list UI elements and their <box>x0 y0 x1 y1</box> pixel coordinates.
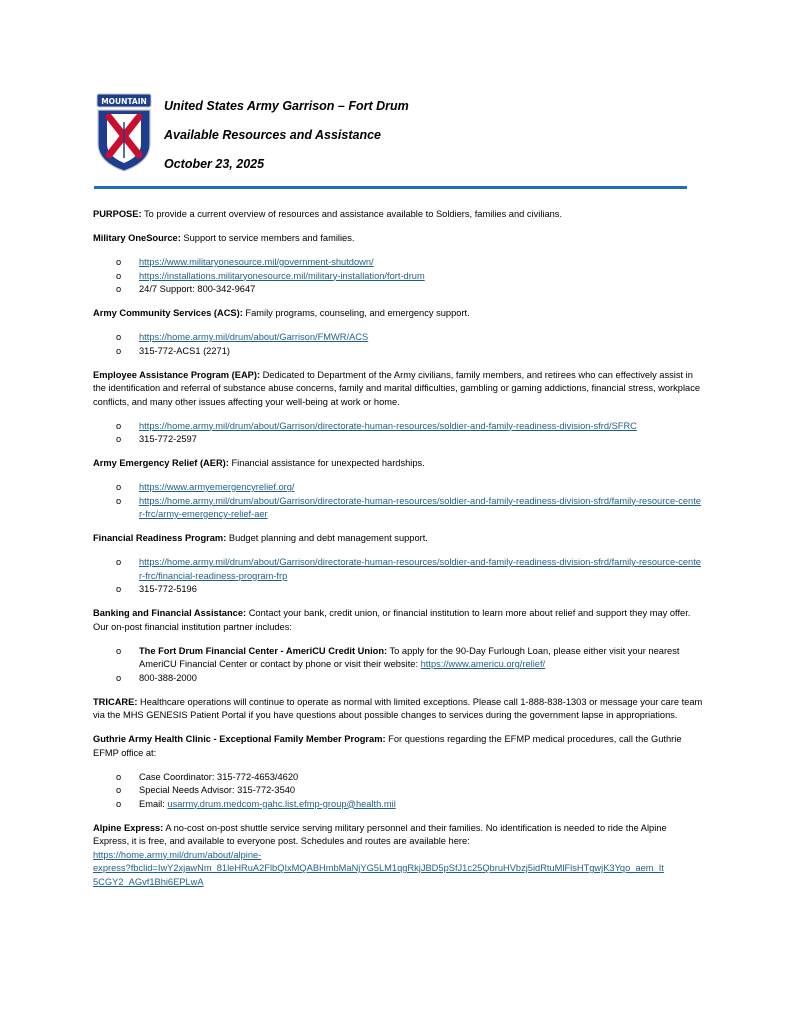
alpine-express-link[interactable] <box>93 849 703 890</box>
purpose-label: PURPOSE: <box>93 209 142 219</box>
guthrie-text: For questions regarding the EFMP medical procedures, call the Guthrie EFMP office at: <box>93 734 682 758</box>
americu-text: To apply for the 90-Day Furlough Loan, please either visit your nearest AmeriCU Financial Center or contact by phone or visit their website: <box>139 645 680 669</box>
banking-label: Banking and Financial Assistance: <box>93 608 247 618</box>
list-item: o https://www.armyemergencyrelief.org/ <box>116 482 295 492</box>
list-item: o 315-772-ACS1 (2271) <box>116 345 230 356</box>
acs-list <box>93 331 703 358</box>
financial-readiness-section <box>93 532 703 546</box>
list-item: o 24/7 Support: 800-342-9647 <box>116 284 256 294</box>
tricare-label: TRICARE: <box>93 696 138 707</box>
list-item: o 315-772-2597 <box>116 434 197 444</box>
document-date: October 23, 2025 <box>164 157 265 171</box>
acs-link[interactable]: https://home.army.mil/drum/about/Garrison/FMWR/ACS <box>139 332 369 342</box>
acs-phone: 315-772-ACS1 (2271) <box>139 345 230 356</box>
eap-list <box>93 420 703 447</box>
financial-readiness-phone: 315-772-5196 <box>139 584 197 594</box>
list-item: o https://home.army.mil/drum/about/Garrison/directorate-human-resources/soldier-and-family-readiness-division-sfrd/family-resource-center-frc/army-emergency-relief-aer <box>116 495 701 519</box>
list-item: o Email: usarmy.drum.medcom-gahc.list.efmp-group@health.mil <box>116 798 396 809</box>
aer-website-link[interactable]: https://www.armyemergencyrelief.org/ <box>139 482 295 492</box>
list-item: o https://installations.militaryonesource.mil/military-installation/fort-drum <box>116 270 425 281</box>
alpine-express-section <box>93 822 703 890</box>
aer-section <box>93 457 703 471</box>
email-label: Email: <box>139 798 168 809</box>
military-onesource-section <box>93 232 703 246</box>
aer-label: Army Emergency Relief (AER): <box>93 458 229 468</box>
eap-phone: 315-772-2597 <box>139 434 197 444</box>
eap-text: Dedicated to Department of the Army civilians, family members, and retirees who can effectively assist in the identification and referral of substance abuse concerns, family and marital difficulties, gambling or gaming addictions, financial stress, workplace conflicts, and many other issues affecting your well-being at work or home. <box>93 369 701 407</box>
guthrie-label: Guthrie Army Health Clinic - Exceptional Family Member Program: <box>93 734 386 744</box>
header-divider <box>94 186 687 189</box>
americu-label: The Fort Drum Financial Center - AmeriCU Credit Union: <box>139 645 388 656</box>
banking-text: Contact your bank, credit union, or financial institution to learn more about relief and support they may offer. Our on-post financial institution partner includes: <box>93 608 691 632</box>
aer-list <box>93 481 703 522</box>
acs-section <box>93 307 703 321</box>
list-item: o https://home.army.mil/drum/about/Garrison/directorate-human-resources/soldier-and-family-readiness-division-sfrd/SFRC <box>116 420 637 431</box>
alpine-express-link-line-2[interactable]: express?fbclid=IwY2xjawNm_81leHRuA2FlbQIxMQABHmbMaNjYG5LM1qgRkjJBD5pSfJ1c25QbruHVbzj5idRtuMlFlsHTgwjK3Yqo_aem_It <box>93 863 664 873</box>
list-item: o https://www.militaryonesource.mil/government-shutdown/ <box>116 257 374 267</box>
list-item: o The Fort Drum Financial Center - AmeriCU Credit Union: To apply for the 90-Day Furlough Loan, please either visit your nearest AmeriCU Financial Center or contact by phone or visit their website: https://www.americu.org/relief/ <box>116 645 680 669</box>
military-onesource-support-phone: 24/7 Support: 800-342-9647 <box>139 284 256 294</box>
alpine-express-link-line-1[interactable]: https://home.army.mil/drum/about/alpine- <box>93 849 262 860</box>
military-onesource-fort-drum-link[interactable]: https://installations.militaryonesource.mil/military-installation/fort-drum <box>139 270 425 281</box>
alpine-express-label: Alpine Express: <box>93 822 164 833</box>
document-title: United States Army Garrison – Fort Drum <box>164 99 409 113</box>
americu-phone: 800-388-2000 <box>139 672 197 683</box>
list-item: o Case Coordinator: 315-772-4653/4620 <box>116 771 299 782</box>
military-onesource-text: Support to service members and families. <box>180 233 355 243</box>
banking-section <box>93 607 703 634</box>
eap-section <box>93 369 703 410</box>
list-item: o Special Needs Advisor: 315-772-3540 <box>116 785 296 795</box>
tricare-text: Healthcare operations will continue to operate as normal with limited exceptions. Please call 1-888-838-1303 or message your care team via the MHS GENESIS Patient Portal if you have questions about possible changes to services during the government lapse in appropriations. <box>93 696 703 720</box>
tricare-section <box>93 696 703 723</box>
special-needs-advisor-phone: Special Needs Advisor: 315-772-3540 <box>139 785 296 795</box>
svg-text:MOUNTAIN: MOUNTAIN <box>101 97 147 106</box>
aer-garrison-link[interactable]: https://home.army.mil/drum/about/Garrison/directorate-human-resources/soldier-and-family-readiness-division-sfrd/family-resource-center-frc/army-emergency-relief-aer <box>139 495 701 519</box>
banking-list <box>93 645 703 686</box>
list-item: o https://home.army.mil/drum/about/Garrison/directorate-human-resources/soldier-and-family-readiness-division-sfrd/family-resource-center-frc/financial-readiness-program-frp <box>116 557 701 581</box>
list-item: o 800-388-2000 <box>116 672 197 683</box>
eap-link[interactable]: https://home.army.mil/drum/about/Garrison/directorate-human-resources/soldier-and-family-readiness-division-sfrd/SFRC <box>139 420 637 431</box>
document-subtitle: Available Resources and Assistance <box>164 128 381 142</box>
acs-text: Family programs, counseling, and emergency support. <box>242 308 470 318</box>
alpine-express-text: A no-cost on-post shuttle service serving military personnel and their families. No identification is needed to ride the Alpine Express, it is free, and available to everyone post. Schedules and routes are available here: <box>93 822 667 846</box>
guthrie-list <box>93 771 703 812</box>
list-item: o https://home.army.mil/drum/about/Garrison/FMWR/ACS <box>116 332 369 342</box>
military-onesource-shutdown-link[interactable]: https://www.militaryonesource.mil/government-shutdown/ <box>139 257 374 267</box>
alpine-express-link-line-3[interactable]: 5CGY2_AGvf1Bhi6EPLwA <box>93 876 204 887</box>
aer-text: Financial assistance for unexpected hardships. <box>228 458 425 468</box>
case-coordinator-phone: Case Coordinator: 315-772-4653/4620 <box>139 771 299 782</box>
acs-label: Army Community Services (ACS): <box>93 308 243 318</box>
document-body <box>93 208 703 900</box>
financial-readiness-list <box>93 556 703 597</box>
document-header <box>94 92 694 182</box>
americu-relief-link[interactable]: https://www.americu.org/relief/ <box>420 659 546 669</box>
financial-readiness-link[interactable]: https://home.army.mil/drum/about/Garrison/directorate-human-resources/soldier-and-family-readiness-division-sfrd/family-resource-center-frc/financial-readiness-program-frp <box>139 557 701 581</box>
efmp-email-link[interactable]: usarmy.drum.medcom-gahc.list.efmp-group@health.mil <box>167 798 396 809</box>
financial-readiness-label: Financial Readiness Program: <box>93 533 227 543</box>
guthrie-section <box>93 733 703 760</box>
eap-label: Employee Assistance Program (EAP): <box>93 369 261 380</box>
10th-mountain-division-patch-logo <box>94 92 154 172</box>
military-onesource-label: Military OneSource: <box>93 233 181 243</box>
purpose-section <box>93 208 703 222</box>
purpose-text: To provide a current overview of resources and assistance available to Soldiers, families and civilians. <box>141 209 563 219</box>
list-item: o 315-772-5196 <box>116 584 197 594</box>
financial-readiness-text: Budget planning and debt management support. <box>226 533 428 543</box>
military-onesource-list <box>93 256 703 297</box>
